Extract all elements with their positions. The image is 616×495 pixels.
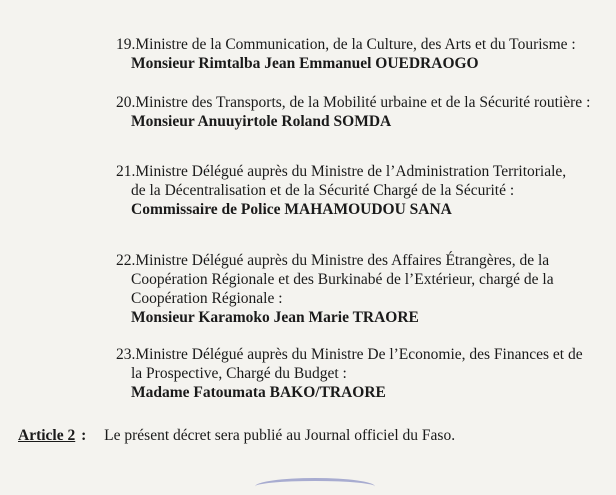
minister-name: Madame Fatoumata BAKO/TRAORE xyxy=(131,384,386,401)
entry-title-continuation: Coopération Régionale : xyxy=(131,290,283,307)
entry-number: 23. xyxy=(116,346,136,363)
entry-title-line xyxy=(116,251,602,270)
minister-name: Monsieur Rimtalba Jean Emmanuel OUEDRAOGO xyxy=(131,55,479,72)
minister-entry-20 xyxy=(116,93,602,131)
article-2 xyxy=(18,426,608,445)
minister-name: Monsieur Anuuyirtole Roland SOMDA xyxy=(131,113,392,130)
entry-title-text: Ministre Délégué auprès du Ministre De l’Economie, des Finances et de xyxy=(135,346,583,363)
entry-number: 20. xyxy=(116,94,136,111)
article-text: Le présent décret sera publié au Journal officiel du Faso. xyxy=(104,427,456,444)
article-colon: : xyxy=(81,427,87,444)
entry-title-text: Ministre de la Communication, de la Culture, des Arts et du Tourisme : xyxy=(135,36,576,53)
entry-number: 19. xyxy=(116,36,136,53)
article-label: Article 2 xyxy=(18,427,76,444)
minister-entry-23 xyxy=(116,345,602,402)
entry-title-text: Ministre des Transports, de la Mobilité urbaine et de la Sécurité routière : xyxy=(135,94,591,111)
entry-title-continuation: Coopération Régionale et des Burkinabé de l’Extérieur, chargé de la xyxy=(131,271,554,288)
entry-title-line xyxy=(116,93,602,112)
entry-number: 22. xyxy=(116,252,136,269)
minister-entry-22 xyxy=(116,251,602,327)
entry-title-text: Ministre Délégué auprès du Ministre des Affaires Étrangères, de la xyxy=(135,252,550,269)
minister-name: Monsieur Karamoko Jean Marie TRAORE xyxy=(131,309,419,326)
entry-title-continuation: la Prospective, Chargé du Budget : xyxy=(131,365,347,382)
entry-title-line xyxy=(116,35,602,54)
entry-title-continuation: de la Décentralisation et de la Sécurité Chargé de la Sécurité : xyxy=(131,182,515,199)
entry-title-line xyxy=(116,162,602,181)
entry-title-line xyxy=(116,345,602,364)
entry-number: 21. xyxy=(116,163,136,180)
minister-entry-19 xyxy=(116,35,602,73)
minister-name: Commissaire de Police MAHAMOUDOU SANA xyxy=(131,201,452,218)
stamp-seal-edge xyxy=(255,478,375,495)
minister-entry-21 xyxy=(116,162,602,219)
entry-title-text: Ministre Délégué auprès du Ministre de l’Administration Territoriale, xyxy=(135,163,567,180)
